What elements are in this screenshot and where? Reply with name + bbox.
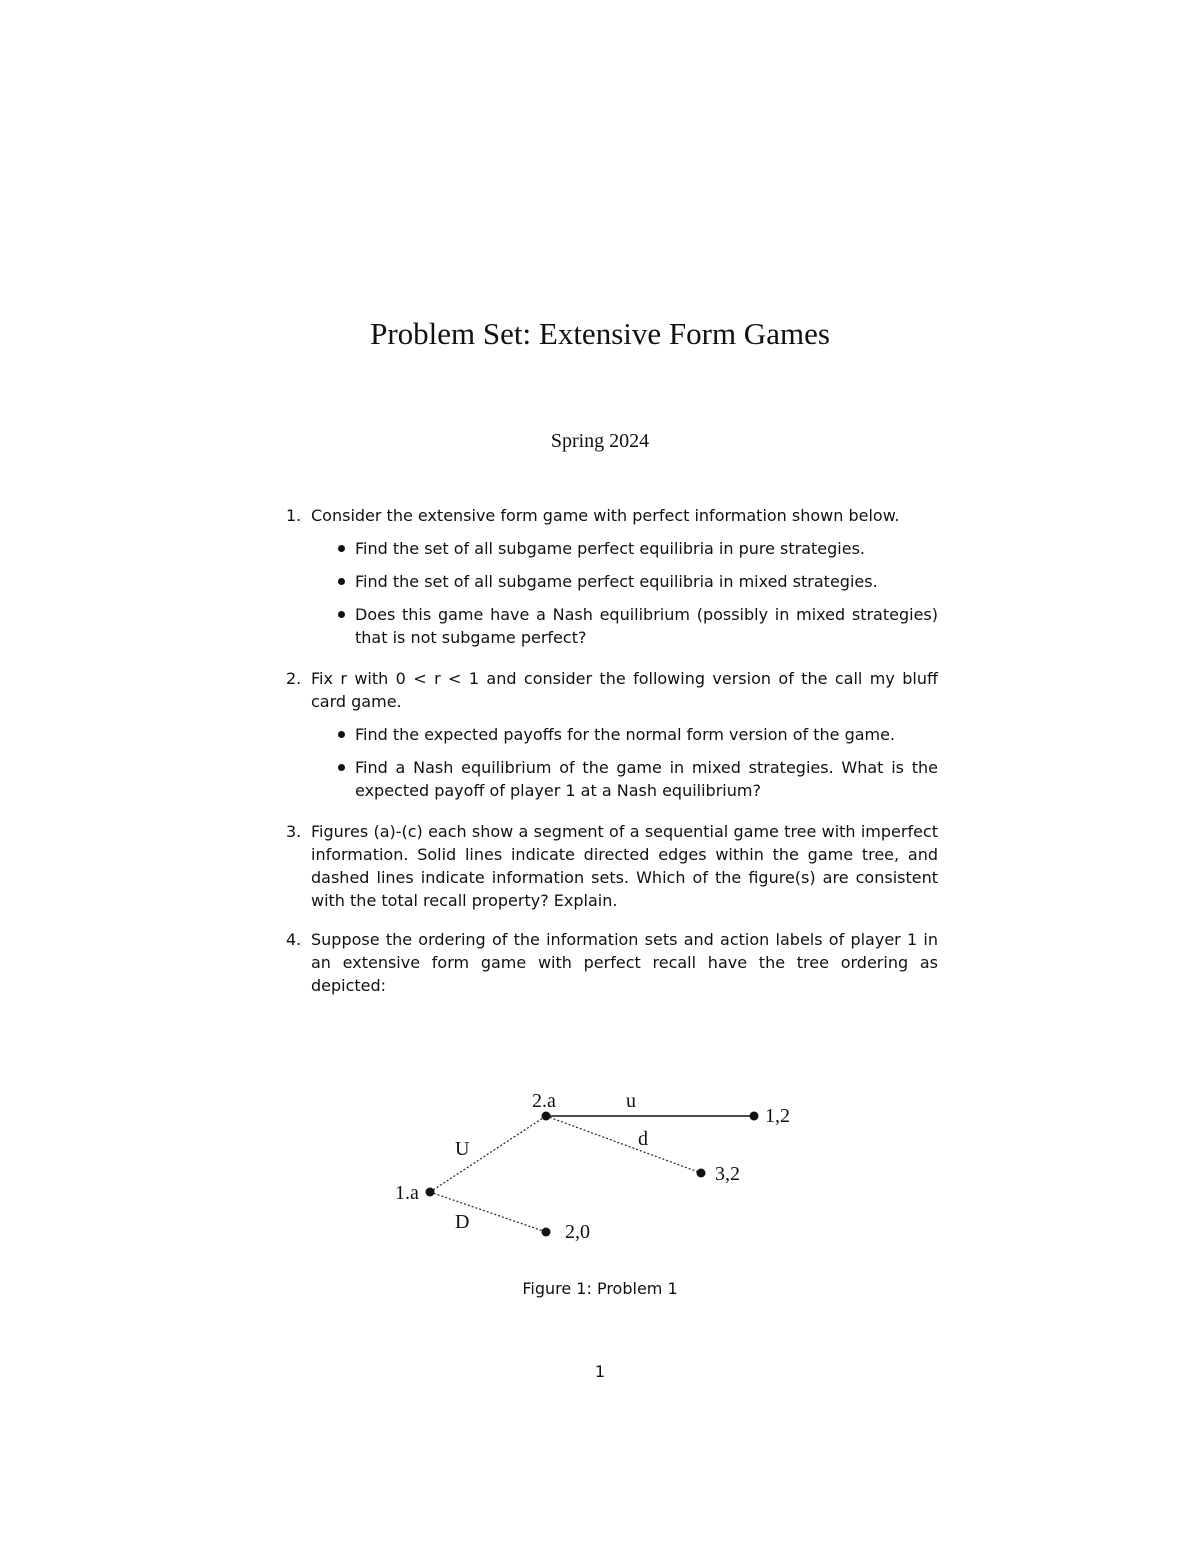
bullet-item: Find the set of all subgame perfect equilibria in pure strategies. xyxy=(355,537,938,560)
bullet-list xyxy=(311,723,938,802)
problem-4 xyxy=(286,928,938,997)
problem-3 xyxy=(286,820,938,912)
payoff-label: 3,2 xyxy=(715,1163,740,1185)
problem-1 xyxy=(286,504,938,649)
edge-label-U: U xyxy=(455,1138,470,1160)
problem-number: 2. xyxy=(286,669,302,688)
edge-d xyxy=(546,1116,701,1173)
problem-2 xyxy=(286,667,938,802)
node-terminal xyxy=(542,1228,551,1237)
problem-text: Fix r with 0 < r < 1 and consider the following version of the call my bluff card game. xyxy=(311,669,938,711)
bullet-item: Find a Nash equilibrium of the game in mixed strategies. What is the expected payoff of player 1 at a Nash equilibrium? xyxy=(355,758,938,800)
game-tree-figure xyxy=(0,1070,1200,1270)
problem-number: 3. xyxy=(286,822,302,841)
edge-U xyxy=(430,1116,546,1192)
figure-caption: Figure 1: Problem 1 xyxy=(522,1279,678,1298)
bullet-item: Does this game have a Nash equilibrium (possibly in mixed strategies) that is not subgame perfect? xyxy=(355,605,938,647)
node-label-p2: 2.a xyxy=(532,1090,556,1112)
problem-text: Suppose the ordering of the information sets and action labels of player 1 in an extensive form game with perfect recall have the tree ordering as depicted: xyxy=(311,930,938,995)
bullet-list xyxy=(311,537,938,649)
bullet-item: Find the expected payoffs for the normal form version of the game. xyxy=(355,723,938,746)
edge-D xyxy=(430,1192,546,1232)
node-terminal xyxy=(697,1169,706,1178)
payoff-label: 2,0 xyxy=(565,1221,590,1243)
edge-label-D: D xyxy=(455,1211,470,1233)
problem-number: 1. xyxy=(286,506,302,525)
problem-number: 4. xyxy=(286,930,302,949)
node-player2 xyxy=(542,1112,551,1121)
edge-label-d: d xyxy=(638,1128,648,1150)
node-terminal xyxy=(750,1112,759,1121)
node-root xyxy=(426,1188,435,1197)
bullet-item: Find the set of all subgame perfect equilibria in mixed strategies. xyxy=(355,570,938,593)
page-title: Problem Set: Extensive Form Games xyxy=(370,316,830,351)
problem-list xyxy=(286,504,938,997)
edge-label-u: u xyxy=(626,1090,636,1112)
date-line: Spring 2024 xyxy=(550,430,650,452)
payoff-label: 1,2 xyxy=(765,1105,790,1127)
page-number: 1 xyxy=(594,1362,606,1381)
problem-text: Figures (a)-(c) each show a segment of a sequential game tree with imperfect information. Solid lines indicate directed edges within the game tree, and dashed lines indicate information sets. Which of the figure(s) are consistent with the total recall property? Explain. xyxy=(311,822,938,910)
node-label-root: 1.a xyxy=(395,1182,419,1204)
problem-text: Consider the extensive form game with perfect information shown below. xyxy=(311,506,900,525)
